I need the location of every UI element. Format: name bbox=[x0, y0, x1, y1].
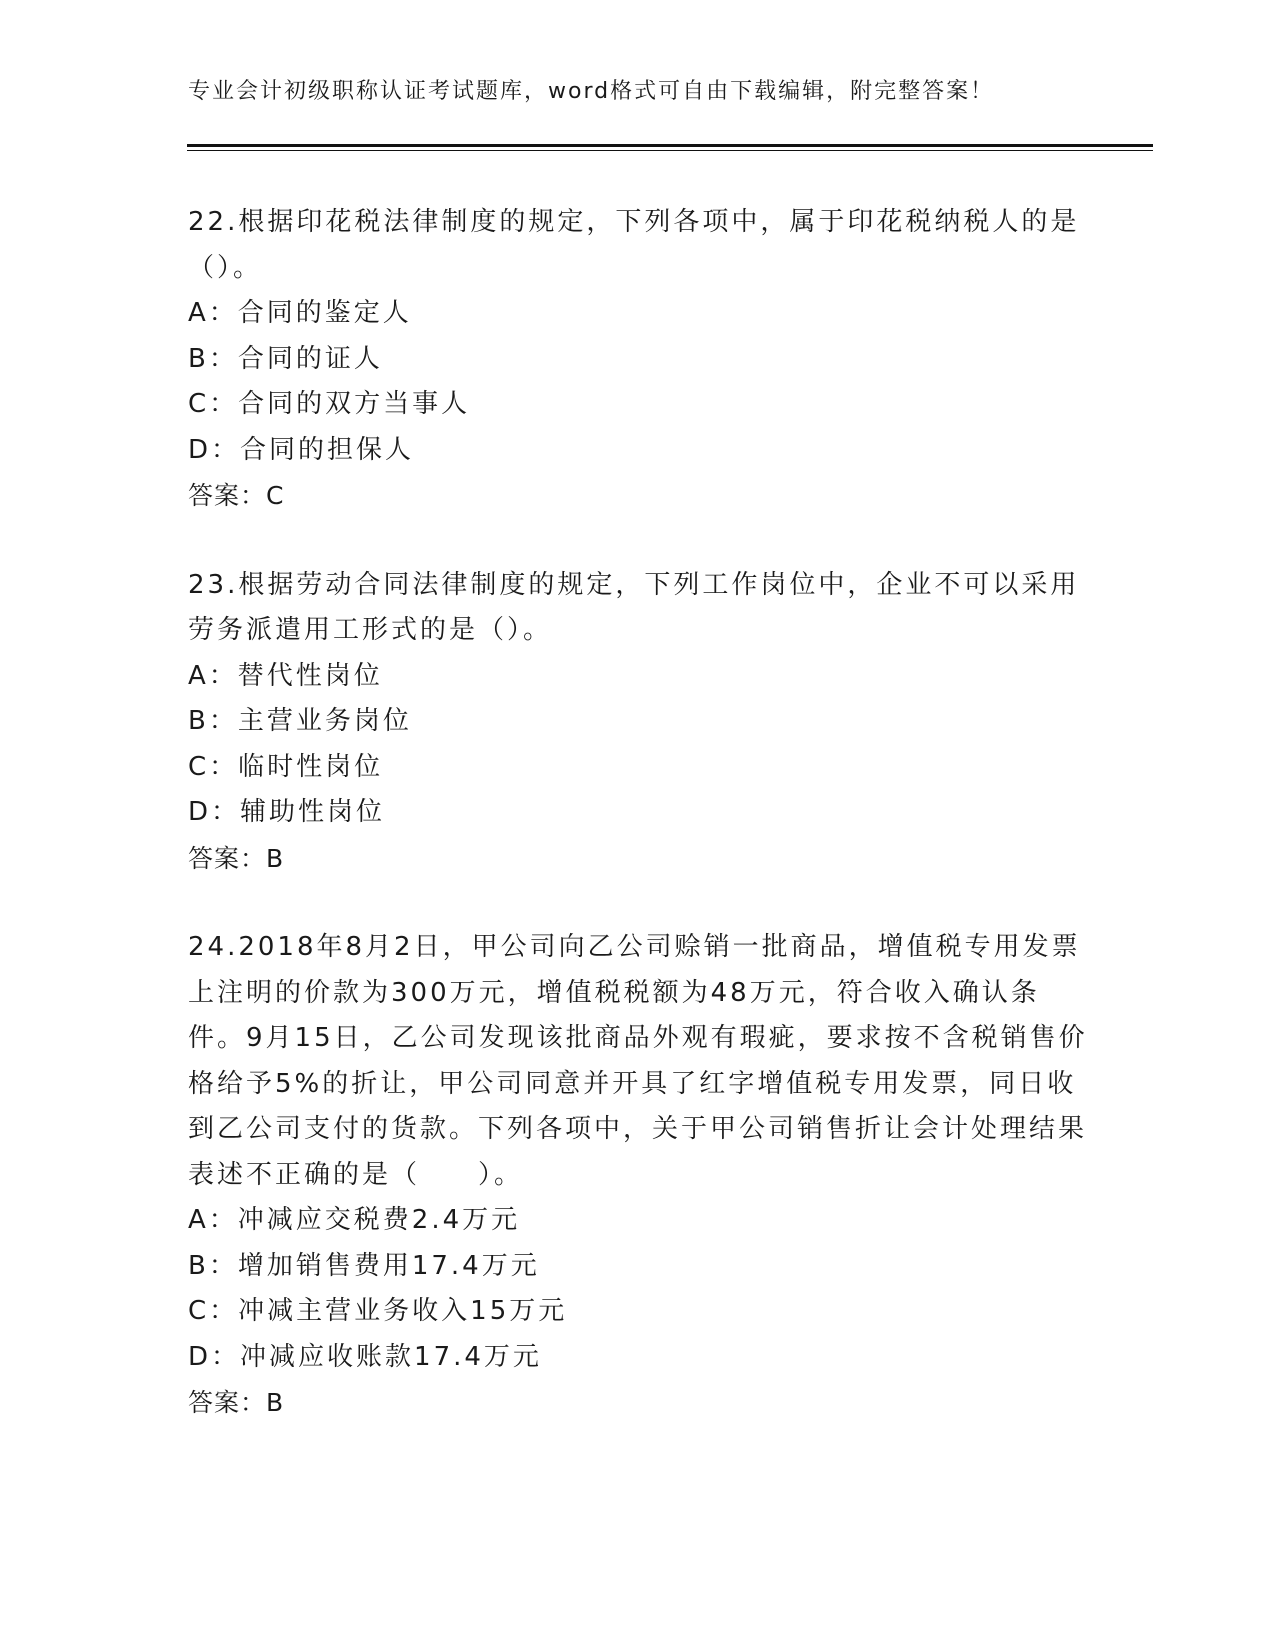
option-a: A：冲减应交税费2.4万元 bbox=[188, 1205, 521, 1235]
header-rule-thin bbox=[187, 150, 1153, 151]
header-rule-thick bbox=[187, 144, 1153, 147]
option-b: B：主营业务岗位 bbox=[188, 706, 412, 736]
option-d: D：冲减应收账款17.4万元 bbox=[188, 1341, 542, 1372]
page-header: 专业会计初级职称认证考试题库，word格式可自由下载编辑，附完整答案！ bbox=[188, 79, 995, 104]
option-a: A：替代性岗位 bbox=[188, 660, 383, 691]
answer-value: C bbox=[266, 481, 285, 510]
answer-label: 答案： bbox=[188, 1388, 267, 1417]
answer-line bbox=[188, 1380, 1088, 1426]
option-c: C：临时性岗位 bbox=[188, 751, 384, 782]
answer-value: B bbox=[266, 843, 285, 873]
question-24 bbox=[188, 925, 1088, 1426]
answer-line bbox=[188, 836, 1088, 882]
option-b: B：合同的证人 bbox=[188, 343, 383, 374]
option-d: D：辅助性岗位 bbox=[188, 797, 386, 827]
answer-value: B bbox=[266, 1388, 285, 1417]
question-list bbox=[188, 200, 1088, 1470]
option-c: C：合同的双方当事人 bbox=[188, 389, 471, 419]
question-stem: 23.根据劳动合同法律制度的规定，下列工作岗位中，企业不可以采用劳务派遣用工形式的是（）。 bbox=[188, 569, 1080, 645]
question-23 bbox=[188, 563, 1088, 882]
answer-label: 答案： bbox=[188, 843, 267, 873]
option-c: C：冲减主营业务收入15万元 bbox=[188, 1296, 568, 1326]
question-stem: 24.2018年8月2日，甲公司向乙公司赊销一批商品，增值税专用发票上注明的价款为300万元，增值税税额为48万元，符合收入确认条件。9月15日，乙公司发现该批商品外观有瑕疵，要求按不含税销售价格给予5%的折让，甲公司同意并开具了红字增值税专用发票，同日收到乙公司支付的货款。下列各项中，关于甲公司销售折让会计处理结果表述不正确的是（ ）。 bbox=[188, 932, 1088, 1190]
option-d: D：合同的担保人 bbox=[188, 434, 415, 465]
option-b: B：增加销售费用17.4万元 bbox=[188, 1250, 540, 1281]
answer-label: 答案： bbox=[188, 481, 267, 510]
answer-line bbox=[188, 473, 1088, 519]
option-a: A：合同的鉴定人 bbox=[188, 298, 412, 328]
question-stem: 22.根据印花税法律制度的规定，下列各项中，属于印花税纳税人的是（）。 bbox=[188, 207, 1080, 283]
question-22 bbox=[188, 200, 1088, 519]
